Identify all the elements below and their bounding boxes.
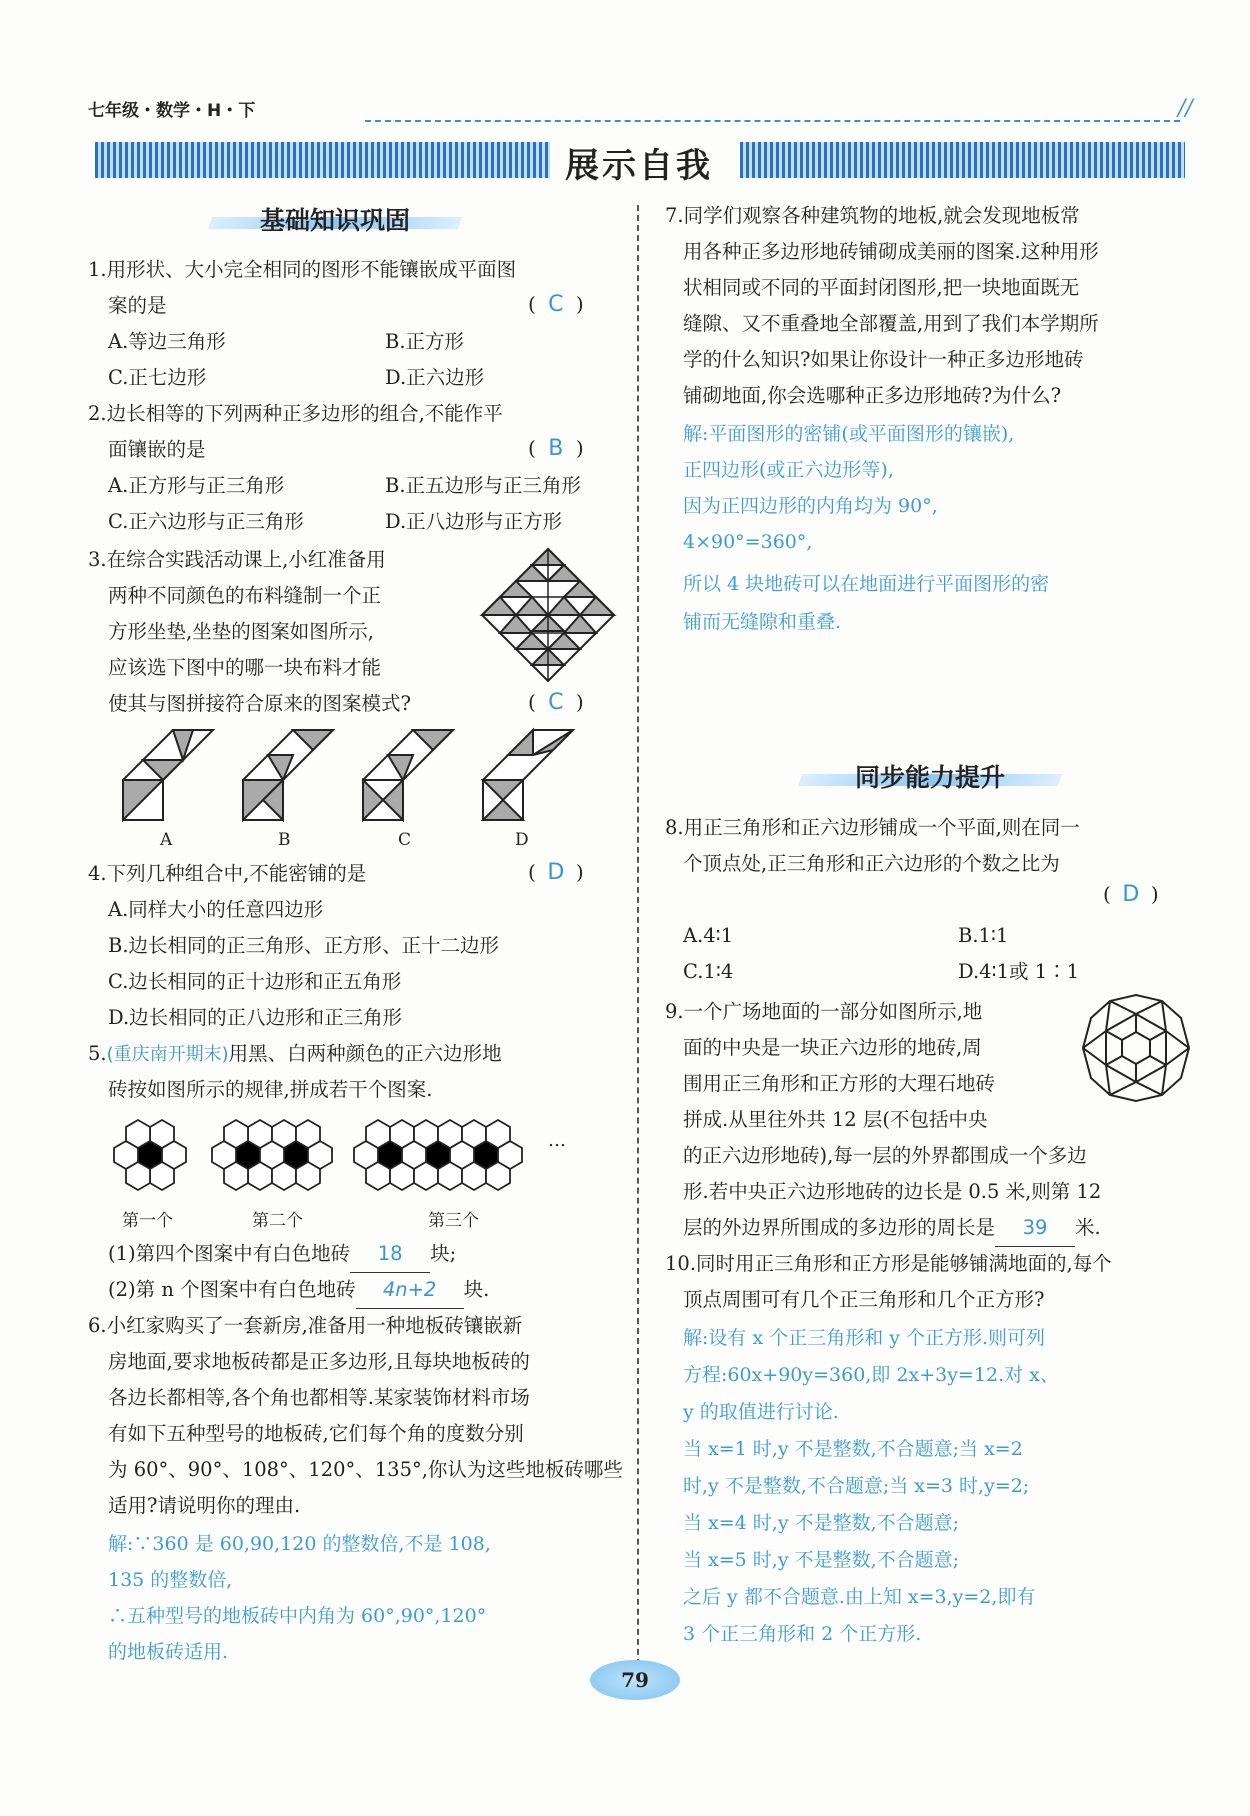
q7-solution-line6: 铺而无缝隙和重叠. [683, 611, 842, 633]
q7-solution-line1: 解:平面图形的密铺(或平面图形的镶嵌), [683, 423, 1015, 445]
q3-line4: 应该选下图中的哪一块布料才能 [108, 656, 382, 679]
q2-answer-bracket: ( B ) [528, 436, 584, 461]
q10-solution-line2: 方程:60x+90y=360,即 2x+3y=12.对 x、 [683, 1364, 1059, 1386]
q5-figure-2 [212, 1120, 332, 1190]
q3-line2: 两种不同颜色的布料缝制一个正 [108, 584, 382, 607]
q3-label-b: B [278, 830, 291, 850]
q1-stem-line1: 1.用形状、大小完全相同的图形不能镶嵌成平面图 [88, 258, 517, 281]
banner-title: 展示自我 [565, 146, 713, 186]
banner-stripes-right [740, 142, 1185, 178]
column-divider [637, 205, 639, 1695]
q9-plaza-figure [1080, 992, 1192, 1104]
q9-line1: 9.一个广场地面的一部分如图所示,地 [665, 1000, 983, 1023]
q9-answer: 39 [995, 1210, 1075, 1247]
q10-solution-line8: 之后 y 都不合题意.由上知 x=3,y=2,即有 [683, 1586, 1036, 1608]
q1-option-a: A.等边三角形 [108, 330, 226, 353]
q8-answer: D [1122, 882, 1140, 907]
q5-figure-3 [354, 1120, 522, 1190]
q7-solution-line4: 4×90°=360°, [683, 531, 813, 553]
section-advanced [800, 762, 1060, 792]
banner-stripes-left [95, 142, 550, 178]
q10-solution-line6: 当 x=4 时,y 不是整数,不合题意; [683, 1512, 960, 1534]
q1-option-d: D.正六边形 [385, 366, 485, 389]
q5-stem-text: 用黑、白两种颜色的正六边形地 [228, 1042, 502, 1065]
q5-sub1 [108, 1236, 456, 1273]
q2-answer: B [548, 436, 564, 461]
q8-stem-line2: 个顶点处,正三角形和正六边形的个数之比为 [683, 852, 1060, 875]
q2-stem-line1: 2.边长相等的下列两种正多边形的组合,不能作平 [88, 402, 503, 425]
q3-line1: 3.在综合实践活动课上,小红准备用 [88, 548, 386, 571]
q9-line4: 拼成.从里往外共 12 层(不包括中央 [683, 1108, 988, 1131]
q7-line5: 学的什么知识?如果让你设计一种正多边形地砖 [683, 348, 1084, 371]
q6-line4: 有如下五种型号的地板砖,它们每个角的度数分别 [108, 1422, 524, 1445]
q4-option-a: A.同样大小的任意四边形 [108, 898, 324, 921]
course-header: 七年级・数学・H・下 [88, 101, 256, 121]
q1-option-b: B.正方形 [385, 330, 465, 353]
q5-figure-1-label: 第一个 [122, 1211, 173, 1231]
q10-line2: 顶点周围可有几个正三角形和几个正方形? [683, 1288, 1045, 1311]
q7-solution-line2: 正四边形(或正六边形等), [683, 459, 894, 481]
q6-solution-line4: 的地板砖适用. [108, 1641, 229, 1663]
q3-answer-bracket: ( C ) [528, 690, 584, 715]
q1-answer: C [548, 292, 564, 317]
q5-figure-2-label: 第二个 [252, 1211, 303, 1231]
q1-stem-line2: 案的是 [108, 294, 167, 317]
q3-choice-b-figure [243, 730, 333, 820]
q5-ellipsis: … [548, 1130, 566, 1151]
q9-line7 [683, 1210, 1101, 1247]
q6-solution-line2: 135 的整数倍, [108, 1569, 233, 1591]
q5-stem-line2: 砖按如图所示的规律,拼成若干个图案. [108, 1078, 433, 1101]
q5-hexagon-figures [108, 1110, 588, 1210]
q8-option-b: B.1∶1 [958, 924, 1009, 947]
q5-stem-line1: 5.(重庆南开期末)用黑、白两种颜色的正六边形地 [88, 1042, 502, 1065]
q4-answer-bracket: ( D ) [528, 860, 584, 885]
q5-figure-1 [114, 1120, 186, 1190]
q3-line3: 方形坐垫,坐垫的图案如图所示, [108, 620, 374, 643]
q2-option-b: B.正五边形与正三角形 [385, 474, 582, 497]
q8-option-a: A.4∶1 [683, 924, 734, 947]
q7-line4: 缝隙、又不重叠地全部覆盖,用到了我们本学期所 [683, 312, 1099, 335]
q10-solution-line5: 时,y 不是整数,不合题意;当 x=3 时,y=2; [683, 1475, 1030, 1497]
q2-option-d: D.正八边形与正方形 [385, 510, 563, 533]
q3-label-c: C [398, 830, 412, 850]
q9-line6: 形.若中央正六边形地砖的边长是 0.5 米,则第 12 [683, 1180, 1102, 1203]
q7-line3: 状相同或不同的平面封闭图形,把一块地面既无 [683, 276, 1080, 299]
q6-line5: 为 60°、90°、108°、120°、135°,你认为这些地板砖哪些 [108, 1458, 623, 1481]
q4-option-c: C.边长相同的正十边形和正五角形 [108, 970, 402, 993]
q9-last-text: 层的外边界所围成的多边形的周长是 [683, 1216, 996, 1239]
q7-solution-line3: 因为正四边形的内角均为 90°, [683, 495, 938, 517]
q3-choice-c-figure [363, 730, 453, 820]
page-number: 79 [590, 1660, 680, 1700]
header-slash-mark: // [1178, 96, 1193, 121]
q10-line1: 10.同时用正三角形和正方形是能够铺满地面的,每个 [665, 1252, 1112, 1275]
q10-solution-line9: 3 个正三角形和 2 个正方形. [683, 1623, 922, 1645]
q5-sub1-answer: 18 [350, 1236, 430, 1273]
q6-line1: 6.小红家购买了一套新房,准备用一种地板砖镶嵌新 [88, 1314, 523, 1337]
q5-source: (重庆南开期末) [106, 1044, 229, 1065]
q9-line2: 面的中央是一块正六边形的地砖,周 [683, 1036, 982, 1059]
section-basic [210, 205, 460, 235]
q8-option-d: D.4∶1或 1∶1 [958, 960, 1080, 983]
q4-answer: D [547, 860, 565, 885]
q7-line6: 铺砌地面,你会选哪种正多边形地砖?为什么? [683, 384, 1062, 407]
q7-line1: 7.同学们观察各种建筑物的地板,就会发现地板常 [665, 204, 1080, 227]
q3-choice-a-figure [123, 730, 213, 820]
q5-sub1-text: (1)第四个图案中有白色地砖 [108, 1242, 351, 1265]
q8-answer-bracket: ( D ) [1103, 882, 1159, 907]
q6-solution-line1: 解:∵360 是 60,90,120 的整数倍,不是 108, [108, 1533, 491, 1555]
q3-cushion-figure [478, 545, 618, 685]
q3-line5: 使其与图拼接符合原来的图案模式? [108, 692, 411, 715]
q4-stem: 4.下列几种组合中,不能密铺的是 [88, 862, 367, 885]
q3-answer: C [548, 690, 564, 715]
q6-solution-line3: ∴五种型号的地板砖中内角为 60°,90°,120° [108, 1605, 487, 1627]
q6-line2: 房地面,要求地板砖都是正多边形,且每块地板砖的 [108, 1350, 530, 1373]
q1-option-c: C.正七边形 [108, 366, 207, 389]
q8-option-c: C.1∶4 [683, 960, 734, 983]
q9-line5: 的正六边形地砖),每一层的外界都围成一个多边 [683, 1144, 1087, 1167]
q9-unit: 米. [1075, 1216, 1101, 1239]
q5-sub2-answer: 4n+2 [356, 1272, 464, 1309]
q9-line3: 围用正三角形和正方形的大理石地砖 [683, 1072, 996, 1095]
q10-solution-line4: 当 x=1 时,y 不是整数,不合题意;当 x=2 [683, 1438, 1023, 1460]
q5-sub2 [108, 1272, 489, 1309]
q3-label-a: A [160, 830, 173, 850]
q10-solution-line3: y 的取值进行讨论. [683, 1401, 839, 1423]
header-divider [365, 120, 1180, 122]
q2-option-a: A.正方形与正三角形 [108, 474, 285, 497]
q5-sub1-unit: 块; [430, 1242, 457, 1265]
q5-figure-3-label: 第三个 [428, 1211, 479, 1231]
q8-stem-line1: 8.用正三角形和正六边形铺成一个平面,则在同一 [665, 816, 1080, 839]
q3-choice-d-figure [483, 730, 573, 820]
q1-answer-bracket: ( C ) [528, 292, 584, 317]
q2-option-c: C.正六边形与正三角形 [108, 510, 304, 533]
q10-solution-line7: 当 x=5 时,y 不是整数,不合题意; [683, 1549, 960, 1571]
q7-solution-line5: 所以 4 块地砖可以在地面进行平面图形的密 [683, 573, 1050, 595]
q3-label-d: D [515, 830, 529, 850]
section-advanced-title: 同步能力提升 [854, 763, 1005, 792]
section-basic-title: 基础知识巩固 [259, 206, 410, 235]
q6-line6: 适用?请说明你的理由. [108, 1494, 301, 1517]
q4-option-b: B.边长相同的正三角形、正方形、正十二边形 [108, 934, 500, 957]
q5-sub2-text: (2)第 n 个图案中有白色地砖 [108, 1278, 356, 1301]
q10-solution-line1: 解:设有 x 个正三角形和 y 个正方形.则可列 [683, 1327, 1046, 1349]
q4-option-d: D.边长相同的正八边形和正三角形 [108, 1006, 403, 1029]
q3-choice-figures [118, 725, 598, 825]
q7-line2: 用各种正多边形地砖铺砌成美丽的图案.这种用形 [683, 240, 1099, 263]
q5-sub2-unit: 块. [463, 1278, 490, 1301]
q2-stem-line2: 面镶嵌的是 [108, 438, 206, 461]
q6-line3: 各边长都相等,各个角也都相等.某家装饰材料市场 [108, 1386, 530, 1409]
